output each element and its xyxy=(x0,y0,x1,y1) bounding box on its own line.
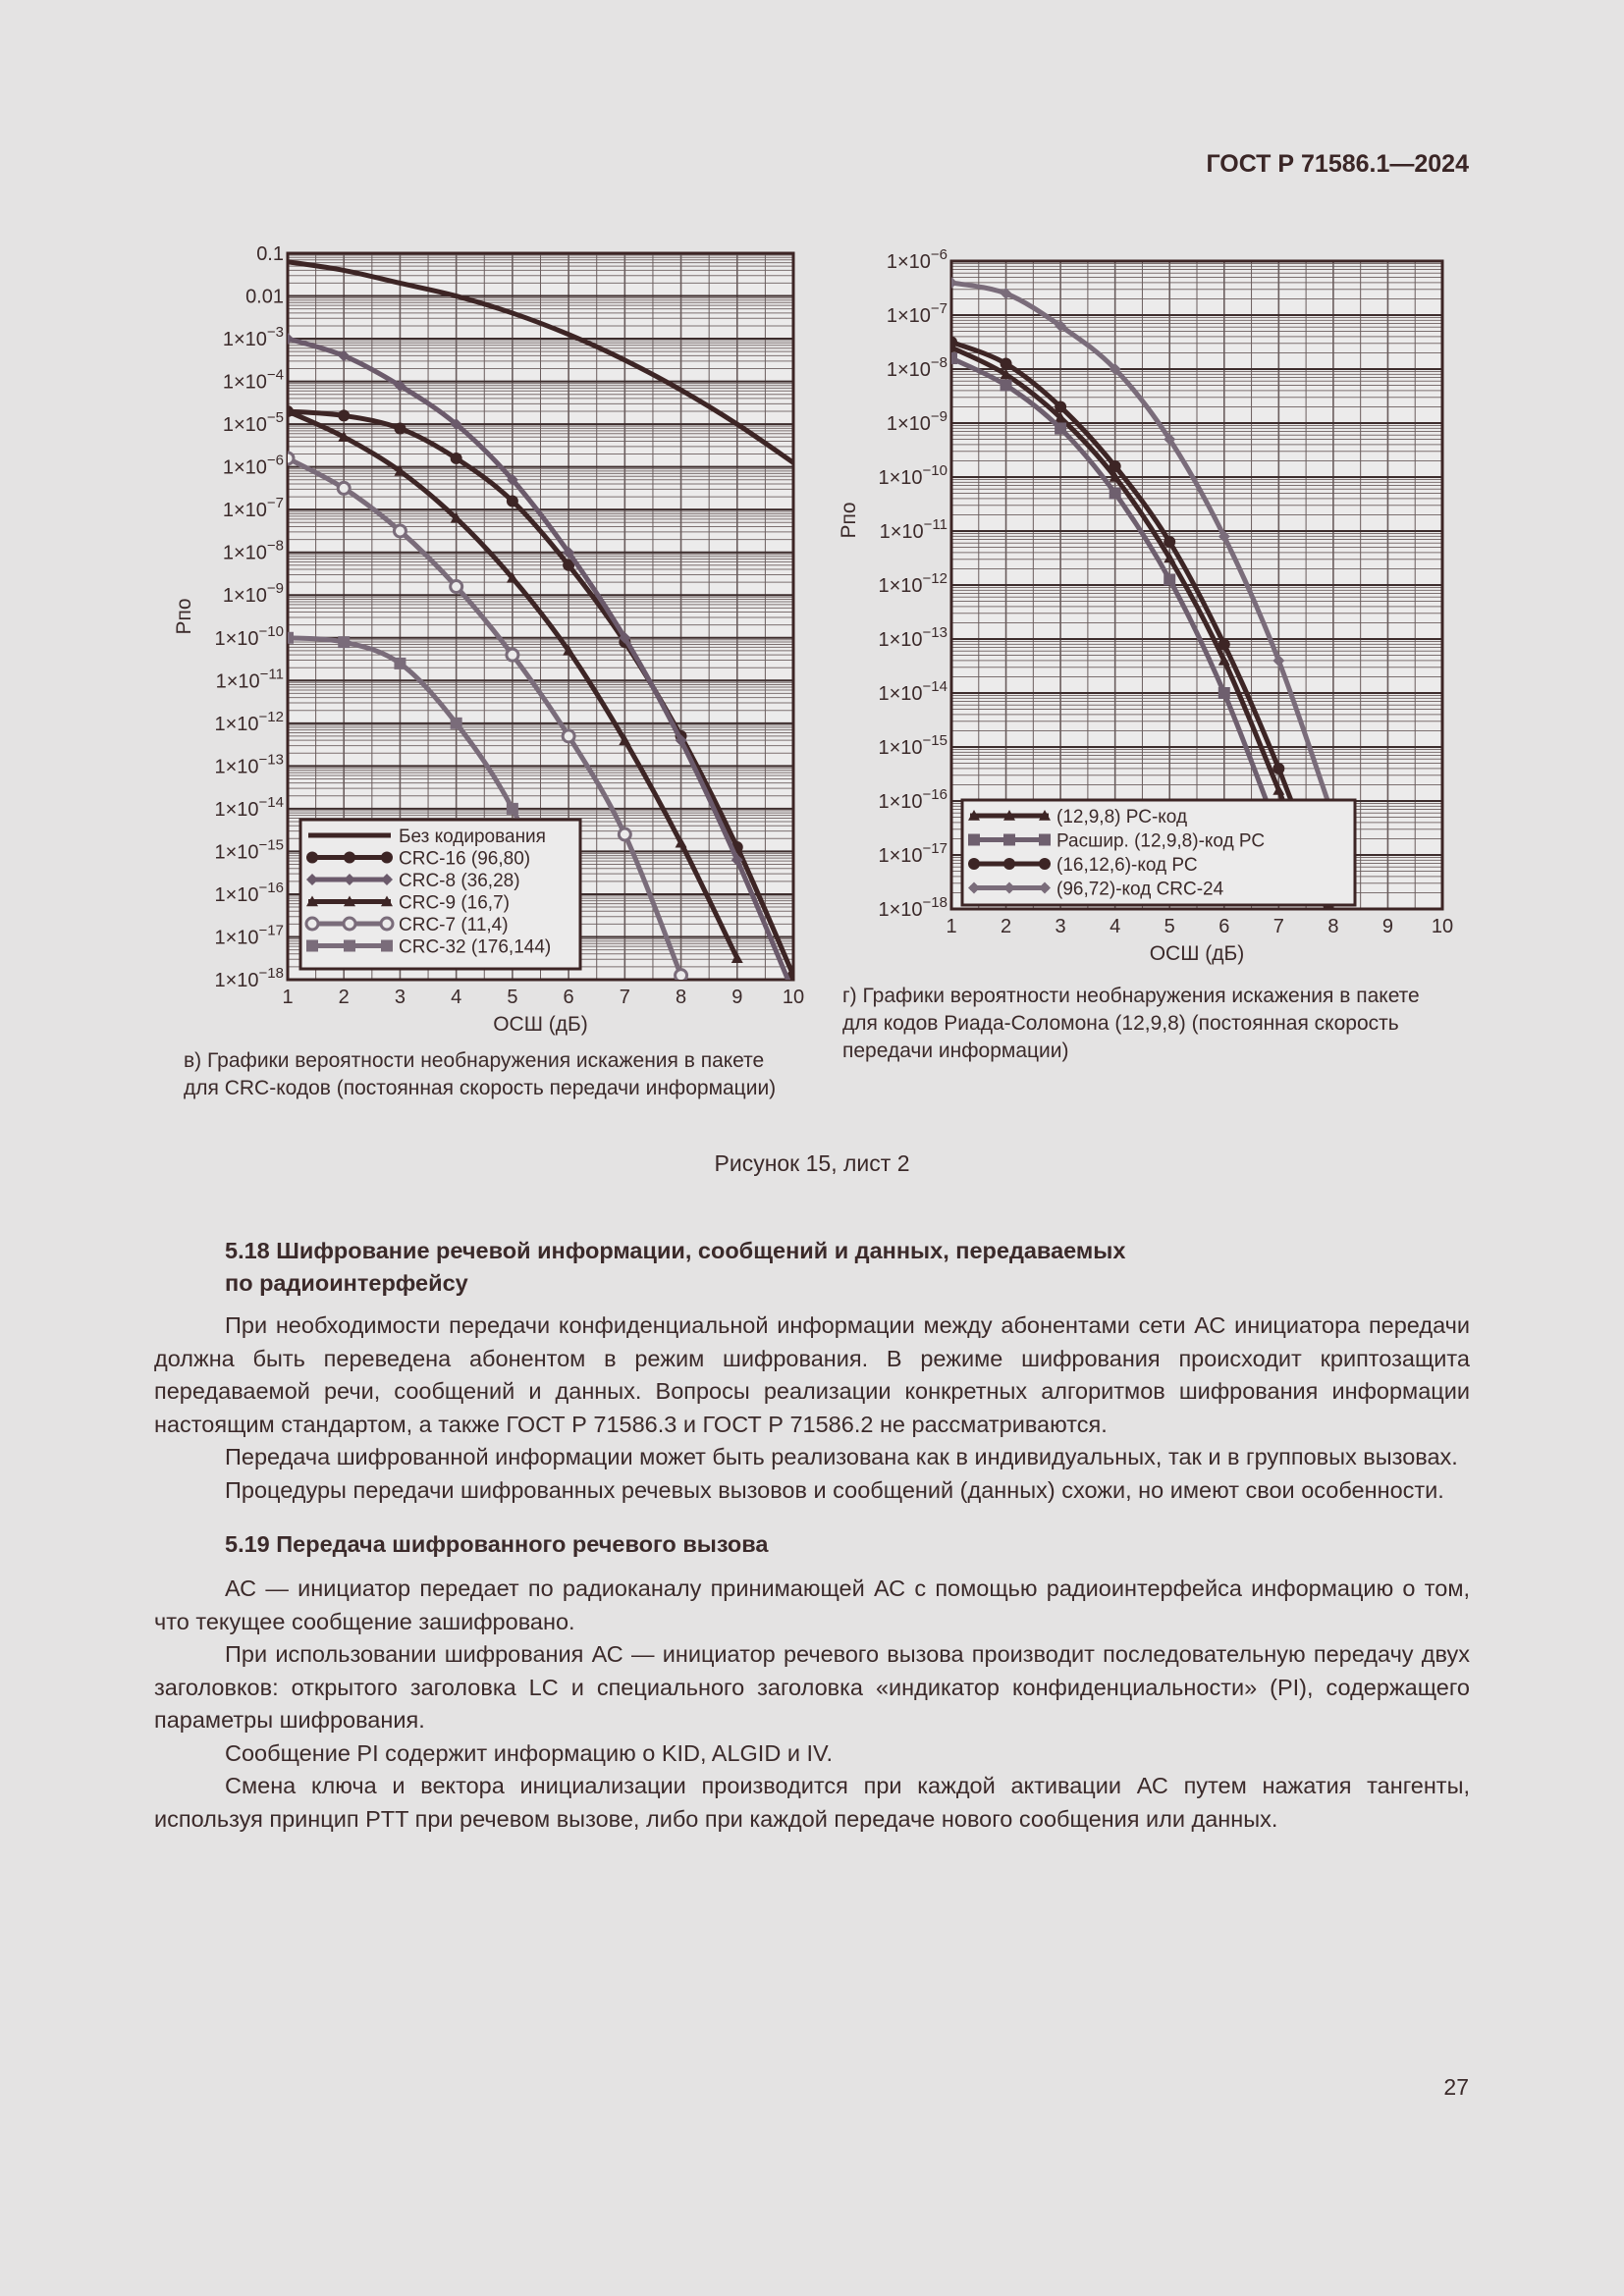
y-tick-label: $1\times 10^{-12}$ xyxy=(878,570,947,597)
data-point xyxy=(306,918,318,930)
data-point xyxy=(1003,858,1015,870)
data-point xyxy=(394,525,406,537)
legend-entry: Расшир. (12,9,8)-код РС xyxy=(1056,830,1266,852)
data-point xyxy=(394,658,406,669)
x-tick-label: 2 xyxy=(338,987,350,1008)
data-point xyxy=(563,730,574,742)
paragraph: Передача шифрованной информации может быть реализована как в индивидуальных, так и в групповых вызовах. xyxy=(225,1444,1458,1469)
x-tick-label: 9 xyxy=(1381,916,1394,937)
data-point xyxy=(451,581,462,593)
y-tick-label: $1\times 10^{-7}$ xyxy=(222,495,284,522)
y-tick-label: 0.1 xyxy=(256,243,284,265)
chart-reed-solomon xyxy=(830,245,1458,991)
data-point xyxy=(1164,574,1175,586)
paragraph: АС — инициатор передает по радиоканалу принимающей АС с помощью радиоинтерфейса информацию о том, что текущее сообщение зашифровано. xyxy=(154,1575,1470,1634)
x-axis-label: ОСШ (дБ) xyxy=(1149,942,1245,965)
y-tick-label: $1\times 10^{-6}$ xyxy=(222,452,284,479)
y-tick-label: $1\times 10^{-17}$ xyxy=(878,840,947,867)
data-point xyxy=(344,918,355,930)
document-body xyxy=(154,1235,1470,1836)
data-point xyxy=(451,718,462,729)
x-tick-label: 3 xyxy=(394,987,406,1008)
document-header: ГОСТ Р 71586.1—2024 xyxy=(1206,150,1469,178)
data-point xyxy=(1272,763,1284,774)
chart-crc xyxy=(157,236,805,1036)
x-tick-label: 4 xyxy=(1110,916,1121,937)
y-tick-label: $1\times 10^{-18}$ xyxy=(878,894,947,921)
paragraph: При необходимости передачи конфиденциальной информации между абонентами сети АС инициатора передачи должна быть переведена абонентом в режим шифрования. В режиме шифрования происходит криптозащита передаваемой речи, сообщений и данных. Вопросы реализации конкретных алгоритмов шифрования информации настоящим стандартом, а также ГОСТ Р 71586.3 и ГОСТ Р 71586.2 не рассматриваются. xyxy=(154,1312,1470,1437)
y-axis-label: Pпо xyxy=(173,598,195,635)
legend xyxy=(300,820,580,969)
x-tick-label: 2 xyxy=(1000,916,1012,937)
data-point xyxy=(507,803,518,815)
paragraph: Смена ключа и вектора инициализации производится при каждой активации АС путем нажатия тангенты, используя принцип PTT при речевом вызове, либо при каждой передаче нового сообщения или данных. xyxy=(154,1773,1470,1832)
data-point xyxy=(338,409,350,421)
legend-entry: CRC-7 (11,4) xyxy=(399,915,509,935)
y-tick-label: $1\times 10^{-8}$ xyxy=(886,354,947,381)
data-point xyxy=(1039,834,1051,846)
y-tick-label: $1\times 10^{-15}$ xyxy=(214,836,284,864)
y-tick-label: $1\times 10^{-13}$ xyxy=(214,751,284,778)
y-tick-label: $1\times 10^{-5}$ xyxy=(222,409,284,437)
page-number: 27 xyxy=(1443,2074,1469,2100)
data-point xyxy=(381,940,393,952)
y-tick-label: $1\times 10^{-18}$ xyxy=(214,965,284,991)
x-tick-label: 8 xyxy=(675,987,687,1008)
y-tick-label: $1\times 10^{-15}$ xyxy=(878,732,947,759)
figure-title: Рисунок 15, лист 2 xyxy=(714,1150,910,1176)
data-point xyxy=(619,828,630,840)
y-tick-label: 0.01 xyxy=(245,286,284,308)
y-tick-label: $1\times 10^{-7}$ xyxy=(886,300,947,327)
data-point xyxy=(306,940,318,952)
y-tick-label: $1\times 10^{-11}$ xyxy=(215,666,284,693)
x-axis-label: ОСШ (дБ) xyxy=(493,1013,588,1036)
legend-entry: Без кодирования xyxy=(399,827,546,847)
caption-chart-reed-solomon: г) Графики вероятности необнаружения искажения в пакете для кодов Риада-Соломона (12,9,8) (постоянная скорость передачи информации) xyxy=(842,985,1420,1062)
x-tick-label: 9 xyxy=(731,987,743,1008)
x-tick-label: 7 xyxy=(1272,916,1284,937)
data-point xyxy=(507,649,518,661)
data-point xyxy=(394,422,406,434)
y-axis-label: Pпо xyxy=(838,502,860,539)
data-point xyxy=(1164,536,1175,548)
chart-svg xyxy=(157,236,805,1036)
data-point xyxy=(451,453,462,464)
section-5-18-title-line1: 5.18 Шифрование речевой информации, сообщений и данных, передаваемых xyxy=(225,1238,1126,1263)
x-tick-label: 1 xyxy=(282,987,294,1008)
y-tick-label: $1\times 10^{-14}$ xyxy=(214,793,284,821)
x-tick-label: 1 xyxy=(946,916,957,937)
legend-entry: CRC-8 (36,28) xyxy=(399,871,520,891)
y-tick-label: $1\times 10^{-10}$ xyxy=(214,622,284,650)
x-tick-label: 6 xyxy=(1218,916,1230,937)
data-point xyxy=(338,636,350,648)
x-tick-label: 10 xyxy=(782,987,805,1008)
y-tick-label: $1\times 10^{-16}$ xyxy=(214,879,284,906)
chart-svg xyxy=(830,245,1458,991)
x-tick-label: 4 xyxy=(451,987,462,1008)
x-tick-label: 3 xyxy=(1055,916,1066,937)
data-point xyxy=(1003,834,1015,846)
data-point xyxy=(507,495,518,507)
section-5-18-title-line2: по радиоинтерфейсу xyxy=(225,1270,468,1296)
data-point xyxy=(344,940,355,952)
data-point xyxy=(1110,488,1121,500)
data-point xyxy=(676,970,687,982)
data-point xyxy=(968,834,980,846)
y-tick-label: $1\times 10^{-6}$ xyxy=(886,246,947,273)
paragraph: Сообщение PI содержит информацию о KID, ALGID и IV. xyxy=(225,1739,834,1766)
y-tick-label: $1\times 10^{-14}$ xyxy=(878,678,947,705)
y-tick-label: $1\times 10^{-8}$ xyxy=(222,537,284,564)
data-point xyxy=(1055,423,1066,435)
caption-chart-crc: в) Графики вероятности необнаружения искажения в пакете для CRC-кодов (постоянная скорость передачи информации) xyxy=(184,1049,777,1099)
x-tick-label: 5 xyxy=(507,987,518,1008)
data-point xyxy=(968,858,980,870)
data-point xyxy=(1001,358,1012,370)
x-tick-label: 8 xyxy=(1327,916,1339,937)
y-tick-label: $1\times 10^{-3}$ xyxy=(222,324,284,351)
x-tick-label: 7 xyxy=(619,987,630,1008)
y-tick-label: $1\times 10^{-17}$ xyxy=(214,922,284,949)
data-point xyxy=(1039,858,1051,870)
y-tick-label: $1\times 10^{-9}$ xyxy=(222,580,284,608)
y-tick-label: $1\times 10^{-10}$ xyxy=(878,462,947,489)
legend-entry: (16,12,6)-код РС xyxy=(1056,855,1198,876)
y-tick-label: $1\times 10^{-11}$ xyxy=(879,516,947,543)
legend-entry: CRC-9 (16,7) xyxy=(399,892,510,914)
data-point xyxy=(1218,687,1230,699)
legend-entry: (96,72)-код CRC-24 xyxy=(1056,879,1224,900)
x-tick-label: 5 xyxy=(1164,916,1175,937)
y-tick-label: $1\times 10^{-12}$ xyxy=(214,708,284,735)
y-tick-label: $1\times 10^{-16}$ xyxy=(878,786,947,813)
paragraph: Процедуры передачи шифрованных речевых вызовов и сообщений (данных) схожи, но имеют свои особенности. xyxy=(225,1476,1444,1503)
section-5-19-title: 5.19 Передача шифрованного речевого вызова xyxy=(225,1531,769,1557)
legend-entry: (12,9,8) РС-код xyxy=(1056,807,1188,828)
y-tick-label: $1\times 10^{-13}$ xyxy=(878,624,947,651)
data-point xyxy=(946,337,957,348)
x-tick-label: 6 xyxy=(563,987,574,1008)
y-tick-label: $1\times 10^{-9}$ xyxy=(886,408,947,435)
data-point xyxy=(338,482,350,494)
data-point xyxy=(1110,460,1121,472)
data-point xyxy=(1001,380,1012,392)
x-tick-label: 10 xyxy=(1431,916,1454,937)
data-point xyxy=(306,852,318,864)
data-point xyxy=(344,852,355,864)
data-point xyxy=(381,918,393,930)
paragraph: При использовании шифрования АС — инициатор речевого вызова производит последовательную передачу двух заголовков: открытого заголовка LC и специального заголовка «индикатор конфиденциальности» (PI), содержащего параметры шифрования. xyxy=(154,1641,1470,1733)
data-point xyxy=(381,852,393,864)
data-point xyxy=(1055,401,1066,413)
section-5-18-title xyxy=(154,1235,1470,1300)
legend-entry: CRC-16 (96,80) xyxy=(399,848,531,870)
legend xyxy=(962,800,1355,905)
data-point xyxy=(1218,639,1230,651)
legend-entry: CRC-32 (176,144) xyxy=(399,936,552,958)
y-tick-label: $1\times 10^{-4}$ xyxy=(222,366,284,394)
